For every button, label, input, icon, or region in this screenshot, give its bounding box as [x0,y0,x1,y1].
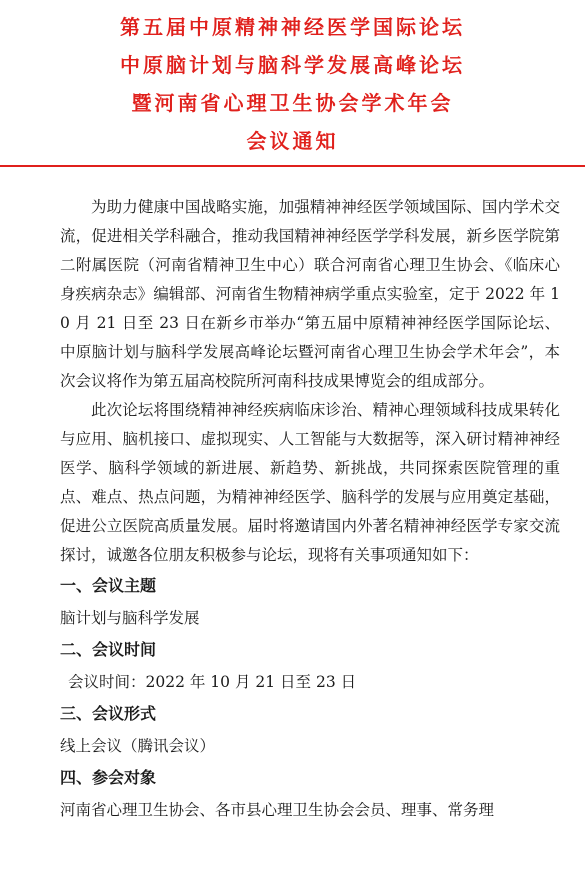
section-content-theme: 脑计划与脑科学发展 [60,609,200,627]
title-line-2: 中原脑计划与脑科学发展高峰论坛 [120,53,465,77]
notice-header [0,8,585,160]
section-heading-theme: 一、会议主题 [60,576,157,595]
notice-body [60,193,560,826]
section-content-attendees: 河南省心理卫生协会、各市县心理卫生协会会员、理事、常务理 [60,801,495,819]
title-line-4: 会议通知 [246,129,339,153]
section-heading-time: 二、会议时间 [60,640,157,659]
section-content-format: 线上会议（腾讯会议） [60,737,216,755]
section-heading-attendees: 四、参会对象 [60,768,157,787]
title-line-3: 暨河南省心理卫生协会学术年会 [131,91,454,115]
title-line-1: 第五届中原精神神经医学国际论坛 [120,15,465,39]
section-content-time: 会议时间：2022 年 10 月 21 日至 23 日 [68,673,357,691]
header-divider [0,165,585,167]
section-heading-format: 三、会议形式 [60,704,157,723]
scope-paragraph: 此次论坛将围绕精神神经疾病临床诊治、精神心理领域科技成果转化与应用、脑机接口、虚拟现实、人工智能与大数据等，深入研讨精神神经医学、脑科学领域的新进展、新趋势、新挑战，共同探索医院管理的重点、难点、热点问题，为精神神经医学、脑科学的发展与应用奠定基础，促进公立医院高质量发展。届时将邀请国内外著名精神神经医学专家交流探讨，诚邀各位朋友积极参与论坛，现将有关事项通知如下： [60,401,560,564]
intro-paragraph: 为助力健康中国战略实施，加强精神神经医学领域国际、国内学术交流，促进相关学科融合，推动我国精神神经医学学科发展，新乡医学院第二附属医院（河南省精神卫生中心）联合河南省心理卫生协会、《临床心身疾病杂志》编辑部、河南省生物精神病学重点实验室，定于 2022 年 10 月 21 日至 23 日在新乡市举办“第五届中原精神神经医学国际论坛、中原脑计划与脑科学发展高峰论坛暨河南省心理卫生协会学术年会”，本次会议将作为第五届高校院所河南科技成果博览会的组成部分。 [60,198,560,390]
